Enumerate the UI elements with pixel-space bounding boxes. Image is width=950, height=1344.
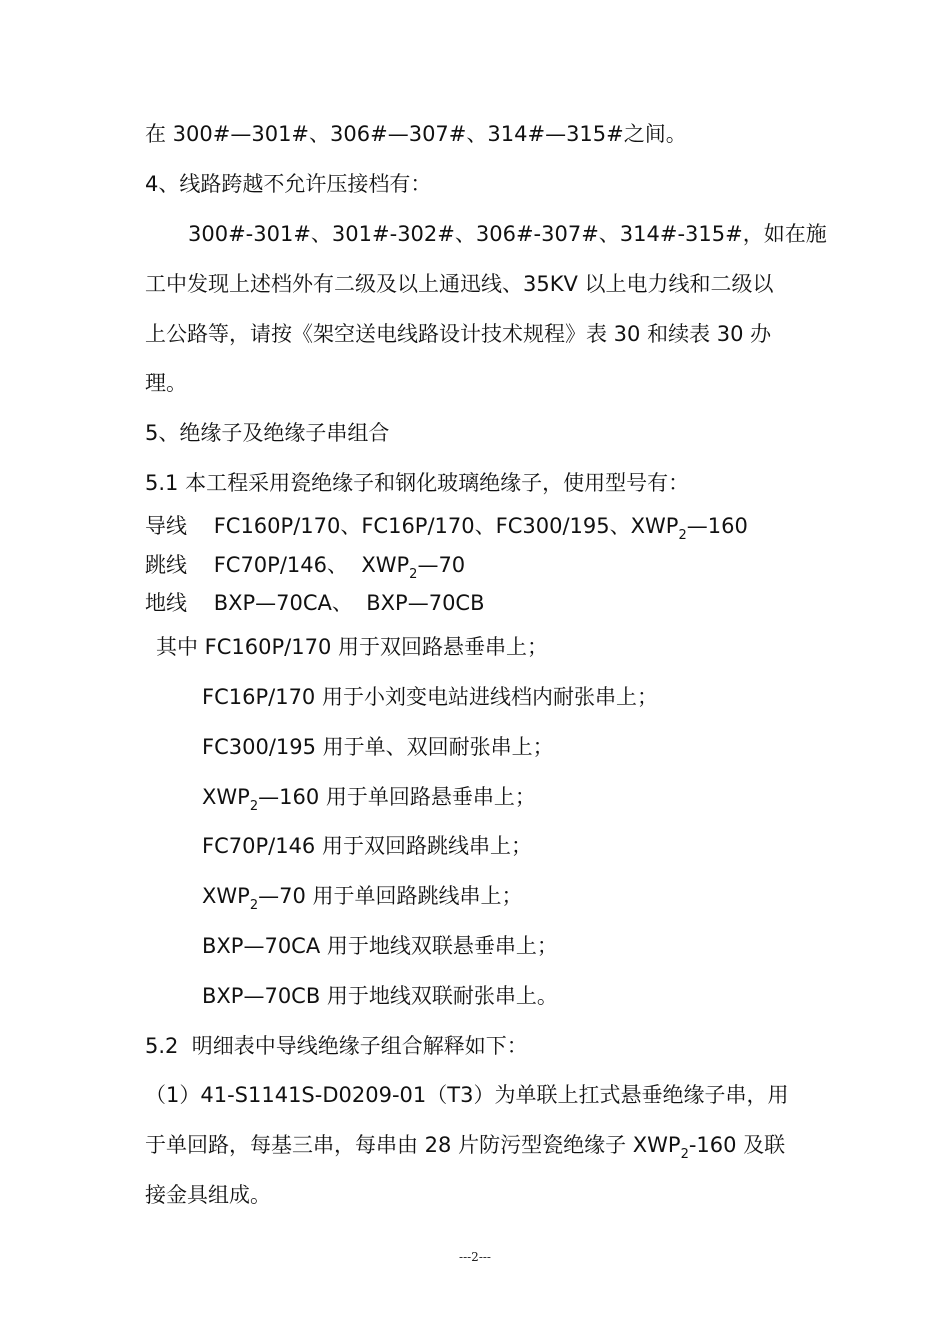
- usage-line: [202, 882, 523, 913]
- text-segment: XWP: [202, 884, 250, 908]
- section-heading-5: 5、绝缘子及绝缘子串组合: [145, 421, 390, 445]
- usage-line: [202, 783, 536, 814]
- paragraph-line: 接金具组成。: [145, 1183, 271, 1207]
- usage-line: FC16P/170 用于小刘变电站进线档内耐张串上；: [202, 685, 658, 709]
- text-segment: 导线 FC160P/170、FC16P/170、FC300/195、XWP: [145, 514, 679, 538]
- page-number: ---2---: [459, 1250, 491, 1264]
- text-segment: —70: [417, 553, 466, 577]
- subscript: 2: [249, 898, 259, 913]
- section-heading-4: 4、线路跨越不允许压接档有：: [145, 172, 432, 196]
- paragraph-line: [145, 1131, 786, 1162]
- text-segment: -160 及联: [688, 1133, 786, 1157]
- text-segment: 跳线 FC70P/146、 XWP: [145, 553, 410, 577]
- paragraph-line: 理。: [145, 371, 187, 395]
- usage-line: BXP—70CA 用于地线双联悬垂串上；: [202, 934, 558, 958]
- conductor-insulator-line: [145, 512, 748, 543]
- text-segment: 于单回路，每基三串，每串由 28 片防污型瓷绝缘子 XWP: [145, 1133, 681, 1157]
- text-segment: XWP: [202, 785, 250, 809]
- usage-line: 其中 FC160P/170 用于双回路悬垂串上；: [156, 635, 548, 659]
- text-segment: —160 用于单回路悬垂串上；: [258, 785, 536, 809]
- paragraph-line: 300#-301#、301#-302#、306#-307#、314#-315#，如在施: [188, 222, 827, 246]
- usage-line: FC70P/146 用于双回路跳线串上；: [202, 834, 532, 858]
- subscript: 2: [678, 528, 687, 543]
- paragraph-line: 上公路等，请按《架空送电线路设计技术规程》表 30 和续表 30 办: [145, 322, 772, 346]
- subscript: 2: [409, 567, 418, 582]
- subscript: 2: [249, 799, 259, 814]
- usage-line: BXP—70CB 用于地线双联耐张串上。: [202, 984, 558, 1008]
- text-segment: —160: [686, 514, 748, 538]
- paragraph-line: 工中发现上述档外有二级及以上通迅线、35KV 以上电力线和二级以: [145, 272, 774, 296]
- text-segment: —70 用于单回路跳线串上；: [258, 884, 523, 908]
- ground-wire-insulator-line: 地线 BXP—70CA、 BXP—70CB: [145, 591, 485, 615]
- subsection-heading-5-1: 5.1 本工程采用瓷绝缘子和钢化玻璃绝缘子，使用型号有：: [145, 471, 690, 495]
- subsection-heading-5-2: 5.2 明细表中导线绝缘子组合解释如下：: [145, 1034, 528, 1058]
- usage-line: FC300/195 用于单、双回耐张串上；: [202, 735, 554, 759]
- paragraph-line: 在 300#—301#、306#—307#、314#—315#之间。: [145, 122, 687, 146]
- paragraph-line: （1）41-S1141S-D0209-01（T3）为单联上扛式悬垂绝缘子串，用: [145, 1083, 789, 1107]
- subscript: 2: [680, 1147, 689, 1162]
- jumper-insulator-line: [145, 551, 466, 582]
